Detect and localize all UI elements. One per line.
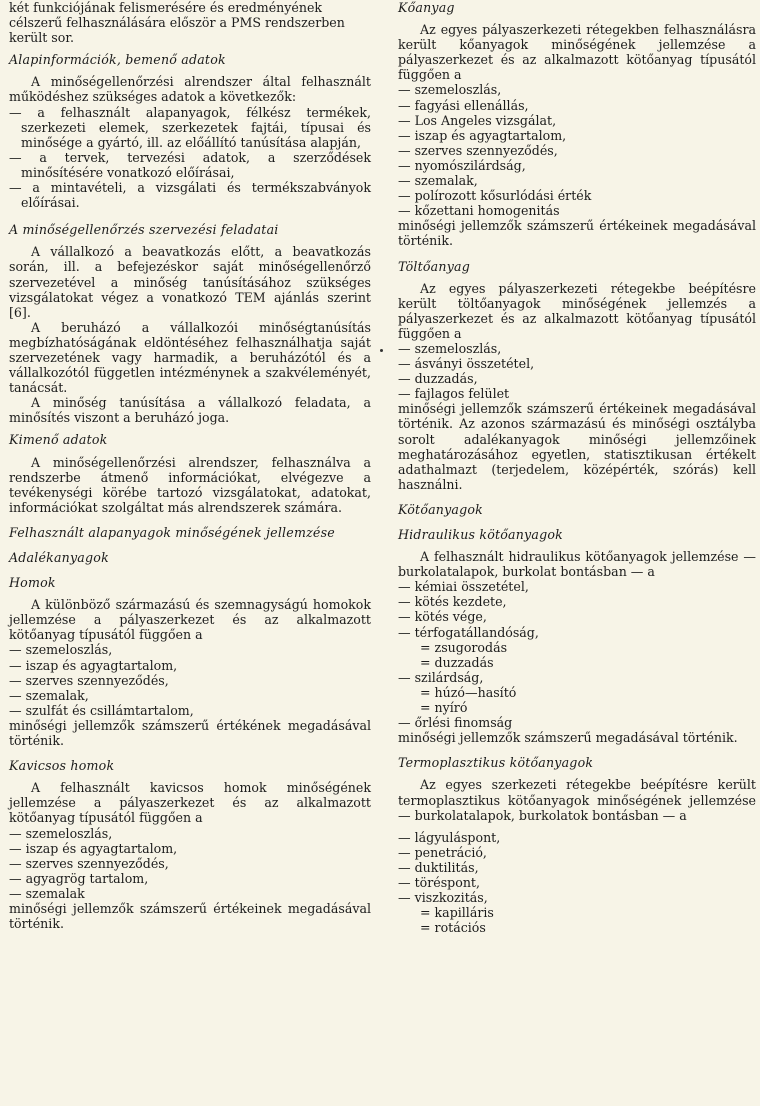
speck-mark	[380, 349, 383, 352]
heading-toltoanyag: Töltőanyag	[398, 258, 470, 274]
tolto-conclusion: minőségi jellemzők számszerű értékeinek megadásával történik. Az azonos származású és minőségi osztályba sorolt adalékanyagok minőségi jellemzőinek meghatározásához egyetlen, statisztikusan értékelt adathalmazt (terjedelem, középérték, szórás) kell használni.	[398, 401, 756, 492]
list-item: — iszap és agyagtartalom,	[9, 840, 178, 856]
list-item: — penetráció,	[398, 844, 487, 860]
list-item: — szemalak,	[398, 173, 478, 189]
list-item: — szilárdság,	[398, 669, 484, 685]
heading-felhasznalt-alapanyagok: Felhasznált alapanyagok minőségének jellemzése	[9, 524, 335, 540]
list-item: — Los Angeles vizsgálat,	[398, 112, 557, 128]
hidr-conclusion: minőségi jellemzők számszerű megadásával történik.	[398, 730, 738, 746]
heading-kotoanyagok: Kötőanyagok	[398, 501, 484, 517]
list-item: — a mintavételi, a vizsgálati és termékszabványok előírásai.	[9, 180, 371, 211]
list-item: — viszkozitás,	[398, 890, 488, 906]
termo-paragraph: Az egyes szerkezeti rétegekbe beépítésre került termoplasztikus kötőanyagok minőségének jellemzése — burkolatalapok, burkolatok bontásban — a	[398, 777, 756, 823]
list-item: — duzzadás,	[398, 371, 478, 387]
list-item: — polírozott kősurlódási érték	[398, 188, 592, 204]
list-item: — őrlési finomság	[398, 715, 513, 731]
heading-hidraulikus: Hidraulikus kötőanyagok	[398, 527, 563, 542]
list-item: — ásványi összetétel,	[398, 356, 535, 372]
list-item: — kémiai összetétel,	[398, 579, 529, 595]
list-item: — kőzettani homogenitás	[398, 203, 560, 219]
list-item: — szemalak	[9, 885, 85, 901]
intro-paragraph: két funkciójának felismerésére és eredményének célszerű felhasználására először a PMS rendszerben került sor.	[9, 0, 345, 46]
list-item: — kötés kezdete,	[398, 594, 507, 610]
heading-kavicsos-homok: Kavicsos homok	[9, 758, 115, 774]
list-item: — töréspont,	[398, 874, 480, 890]
sub-list-item: = rotációs	[420, 920, 486, 936]
right-column	[398, 0, 756, 935]
hidr-paragraph: A felhasznált hidraulikus kötőanyagok jellemzése — burkolatalapok, burkolat bontásban — a	[398, 549, 756, 580]
list-item: — fagyási ellenállás,	[398, 97, 529, 113]
tolto-paragraph: Az egyes pályaszerkezeti rétegekbe beépítésre került töltőanyagok minőségének jellemzés a pályaszerkezet és az alkalmazott kötőanyag típusától függően a	[398, 280, 756, 341]
list-item: — lágyuláspont,	[398, 829, 501, 845]
list-item: — szerves szennyeződés,	[9, 855, 169, 871]
heading-homok: Homok	[9, 575, 56, 591]
sub-list-item: = húzó—hasító	[420, 684, 517, 700]
heading-szervezesi-feladatok: A minőségellenőrzés szervezési feladatai	[9, 222, 279, 238]
list-item: — szemeloszlás,	[398, 340, 502, 356]
ko-conclusion: minőségi jellemzők számszerű értékeinek megadásával történik.	[398, 218, 756, 249]
heading-koanyag: Kőanyag	[398, 0, 455, 15]
list-item: — szerves szennyeződés,	[398, 142, 558, 158]
szerv-paragraph-2: A beruházó a vállalkozói minőségtanúsítás megbízhatóságának eldöntéséhez felhasználhatja saját szervezetének vagy harmadik, a beruházótól és a vállalkozótól független intézménynek a szakvéleményét, tanácsát.	[9, 319, 371, 396]
heading-alapinformaciok: Alapinformációk, bemenő adatok	[9, 52, 226, 68]
list-item: — fajlagos felület	[398, 386, 510, 402]
list-item: — iszap és agyagtartalom,	[9, 657, 178, 673]
list-item: — agyagrög tartalom,	[9, 870, 149, 886]
heading-adalekanyagok: Adalékanyagok	[9, 550, 109, 565]
homok-paragraph: A különböző származású és szemnagyságú homokok jellemzése a pályaszerkezet és az alkalmazott kötőanyag típusától függően a	[9, 597, 371, 643]
list-item: — szulfát és csillámtartalom,	[9, 702, 194, 718]
sub-list-item: = duzzadás	[420, 654, 494, 670]
sub-list-item: = kapilláris	[420, 905, 494, 921]
list-item: — térfogatállandóság,	[398, 624, 539, 640]
kimeno-paragraph: A minőségellenőrzési alrendszer, felhasználva a rendszerbe átmenő információkat, elvégezve a tevékenységi körébe tartozó vizsgálatokat, adatokat, információkat szolgáltat más alrendszerek számára.	[9, 454, 371, 515]
sub-list-item: = nyíró	[420, 700, 468, 716]
list-item: — szemeloszlás,	[398, 82, 502, 98]
list-item: — nyomószilárdság,	[398, 157, 526, 173]
szerv-paragraph-3: A minőség tanúsítása a vállalkozó feladata, a minősítés viszont a beruházó joga.	[9, 395, 371, 426]
list-item: — a felhasznált alapanyagok, félkész termékek, szerkezeti elemek, szerkezetek fajtái, típusai és minősége a gyártó, ill. az előállító tanúsítása alapján,	[9, 104, 371, 150]
heading-termoplasztikus: Termoplasztikus kötőanyagok	[398, 755, 594, 771]
sub-list-item: = zsugorodás	[420, 639, 508, 655]
kavics-conclusion: minőségi jellemzők számszerű értékeinek megadásával történik.	[9, 900, 371, 932]
list-item: — szerves szennyeződés,	[9, 672, 169, 688]
list-item: — a tervek, tervezési adatok, a szerződések minősítésére vonatkozó előírásai,	[9, 149, 371, 180]
list-item: — kötés vége,	[398, 609, 487, 625]
szerv-paragraph-1: A vállalkozó a beavatkozás előtt, a beavatkozás során, ill. a befejezéskor saját minőségellenőrző szervezetével a minőség tanúsításához szükséges vizsgálatokat végez a vonatkozó TEM ajánlás szerint [6].	[9, 244, 371, 320]
ko-paragraph: Az egyes pályaszerkezeti rétegekben felhasználásra került kőanyagok minőségének jellemzése a pályaszerkezet és az alkalmazott kötőanyag típusától függően a	[398, 22, 756, 83]
homok-conclusion: minőségi jellemzők számszerű értékének megadásával történik.	[9, 717, 371, 749]
list-item: — szemeloszlás,	[9, 825, 113, 841]
list-item: — szemalak,	[9, 687, 89, 703]
list-item: — szemeloszlás,	[9, 642, 113, 658]
list-item: — duktilitás,	[398, 859, 479, 875]
list-item: — iszap és agyagtartalom,	[398, 127, 567, 143]
alap-paragraph: A minőségellenőrzési alrendszer által felhasznált működéshez szükséges adatok a következők:	[9, 74, 371, 105]
heading-kimeno-adatok: Kimenő adatok	[9, 432, 108, 448]
kavics-paragraph: A felhasznált kavicsos homok minőségének jellemzése a pályaszerkezet és az alkalmazott kötőanyag típusától függően a	[9, 780, 371, 826]
left-column	[9, 0, 371, 931]
